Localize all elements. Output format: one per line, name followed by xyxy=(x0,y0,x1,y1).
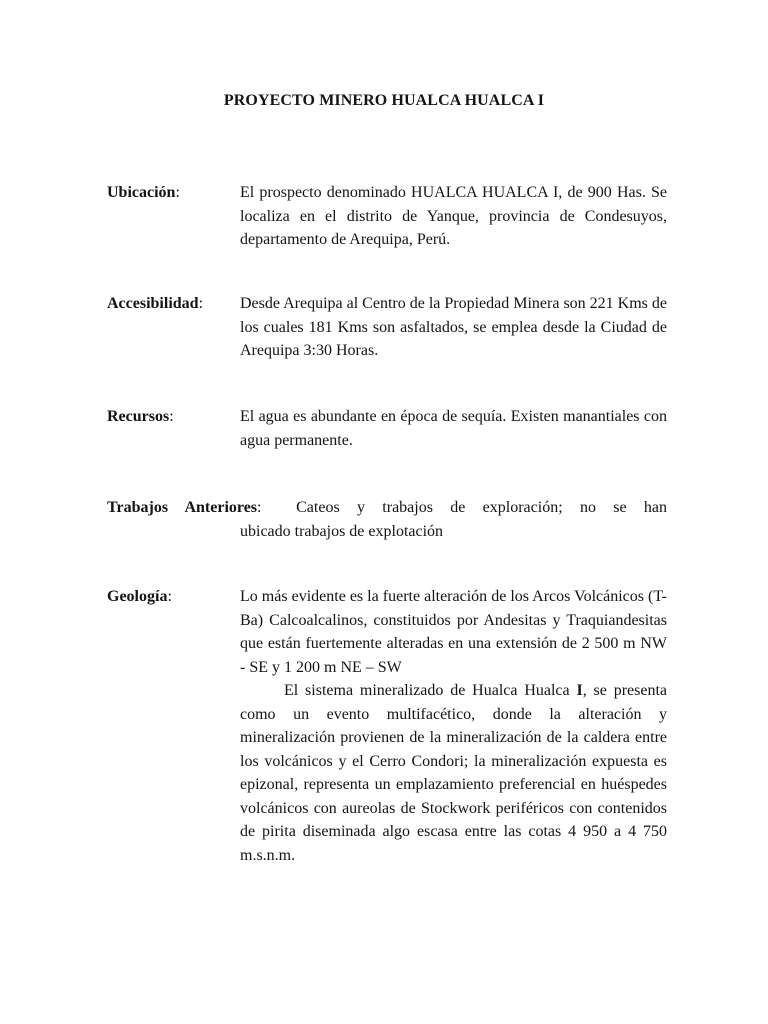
ubicacion-paragraph: El prospecto denominado HUALCA HUALCA I, de 900 Has. Se localiza en el distrito de Yanque, provincia de Condesuyos, departamento de Arequipa, Perú. xyxy=(240,184,667,248)
geologia-paragraph-2-bold: I xyxy=(576,682,583,699)
accesibilidad-text xyxy=(240,292,667,363)
trabajos-anteriores-text xyxy=(107,496,667,543)
ubicacion-label-colon: : xyxy=(175,184,180,201)
ubicacion-label xyxy=(107,181,180,205)
accesibilidad-label-text: Accesibilidad xyxy=(107,295,199,312)
geologia-paragraph-1: Lo más evidente es la fuerte alteración de los Arcos Volcánicos (T-Ba) Calcoalcalinos, constituidos por Andesitas y Traquiandesitas que están fuertemente alteradas en una extensión de 2 500 m NW - SE y 1 200 m NE – SW xyxy=(240,588,667,676)
geologia-text xyxy=(240,585,667,867)
recursos-label-text: Recursos xyxy=(107,408,170,425)
recursos-label-colon: : xyxy=(169,408,174,425)
geologia-paragraph-2-start: El sistema mineralizado de Hualca Hualca xyxy=(284,682,577,699)
trabajos-anteriores-label: Trabajos Anteriores xyxy=(107,499,258,516)
geologia-label-text: Geología xyxy=(107,588,168,605)
recursos-label xyxy=(107,405,174,429)
document-title: PROYECTO MINERO HUALCA HUALCA I xyxy=(223,92,545,109)
ubicacion-label-text: Ubicación xyxy=(107,184,176,201)
trabajos-anteriores-line2: ubicado trabajos de explotación xyxy=(240,522,444,540)
geologia-paragraph-2 xyxy=(240,679,667,867)
trabajos-anteriores-line1: Cateos y trabajos de exploración; no se han xyxy=(296,499,667,516)
accesibilidad-paragraph: Desde Arequipa al Centro de la Propiedad Minera son 221 Kms de los cuales 181 Kms son asfaltados, se emplea desde la Ciudad de Arequipa 3:30 Horas. xyxy=(240,295,668,359)
recursos-text xyxy=(240,405,667,452)
accesibilidad-label xyxy=(107,292,203,316)
trabajos-anteriores-first-line xyxy=(107,496,667,520)
ubicacion-text xyxy=(240,181,667,252)
recursos-paragraph: El agua es abundante en época de sequía. Existen manantiales con agua permanente. xyxy=(240,408,667,449)
geologia-paragraph-2-end: , se presenta como un evento multifacético, donde la alteración y mineralización provienen de la mineralización de la caldera entre los volcánicos y el Cerro Condori; la mineralización expuesta es epizonal, representa un emplazamiento preferencial en huéspedes volcánicos con aureolas de Stockwork periféricos con contenidos de pirita diseminada algo escasa entre las cotas 4 950 a 4 750 m.s.n.m. xyxy=(240,682,667,864)
accesibilidad-label-colon: : xyxy=(198,295,204,312)
geologia-label xyxy=(107,585,172,609)
geologia-label-colon: : xyxy=(167,588,172,605)
trabajos-anteriores-colon: : xyxy=(257,499,262,516)
